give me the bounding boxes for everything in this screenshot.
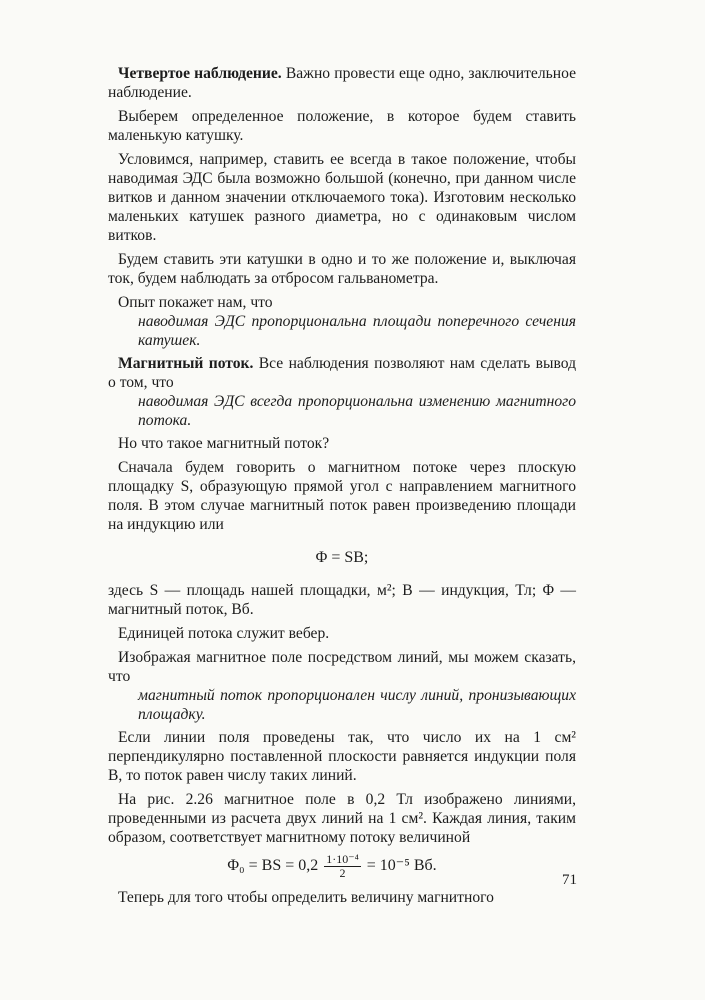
paragraph-text: Будем ставить эти катушки в одно и то же положение и, выключая ток, будем наблюдать за отбросом гальванометра. (108, 251, 576, 287)
paragraph (108, 250, 576, 288)
paragraph-text: Опыт покажет нам, что (118, 294, 273, 311)
paragraph-text: Теперь для того чтобы определить величину магнитного (118, 889, 494, 906)
paragraph (108, 624, 576, 643)
formula-fraction (324, 853, 361, 880)
italic-statement: наводимая ЭДС всегда пропорциональна изменению магнитного потока. (138, 393, 576, 429)
heading-fourth-observation: Четвертое наблюдение. (118, 65, 282, 82)
paragraph-text: На рис. 2.26 магнитное поле в 0,2 Тл изображено линиями, проведенными из расчета двух линий на 1 см². Каждая линия, таким образом, соответствует магнитному потоку величиной (108, 791, 576, 846)
paragraph-fourth-observation (108, 64, 576, 102)
paragraph-text: Единицей потока служит вебер. (118, 625, 330, 642)
formula-flux: Φ = SB; (315, 549, 369, 566)
italic-statement: магнитный поток пропорционален числу линий, пронизывающих площадку. (138, 687, 576, 723)
paragraph-text: Условимся, например, ставить ее всегда в такое положение, чтобы наводимая ЭДС была возможно большой (конечно, при данном числе витков и данном значении отключаемого тока). Изготовим несколько маленьких катушек разного диаметра, но с одинаковым числом витков. (108, 151, 576, 244)
paragraph-text: Важно провести еще одно, заключительное наблюдение. (108, 65, 576, 101)
paragraph-text: здесь S — площадь нашей площадки, м²; B — индукция, Тл; Φ — магнитный поток, Вб. (108, 582, 576, 618)
heading-magnetic-flux: Магнитный поток. (118, 355, 254, 372)
paragraph (108, 434, 576, 453)
fraction-numerator: 1·10⁻⁴ (326, 852, 359, 866)
paragraph-text: Все наблюдения позволяют нам сделать вывод о том, что (108, 355, 576, 391)
paragraph-text: Сначала будем говорить о магнитном потоке через плоскую площадку S, образующую прямой угол с направлением магнитного поля. В этом случае магнитный поток равен произведению площади на индукцию или (108, 459, 576, 533)
paragraph (108, 790, 576, 847)
paragraph-text: Если линии поля проведены так, что число их на 1 см² перпендикулярно поставленной плоскости равняется индукции поля B, то поток равен числу таких линий. (108, 729, 576, 784)
page-number: 71 (562, 872, 577, 888)
paragraph (108, 458, 576, 534)
paragraph (108, 150, 576, 245)
paragraph-magnetic-flux (108, 354, 576, 392)
paragraph (108, 107, 576, 145)
paragraph (108, 293, 576, 312)
paragraph-text: Изображая магнитное поле посредством линий, мы можем сказать, что (108, 649, 576, 685)
paragraph (108, 648, 576, 686)
formula-left: Φ₀ = BS = 0,2 (227, 857, 319, 875)
paragraph-text: Но что такое магнитный поток? (118, 435, 330, 452)
paragraph-text: Выберем определенное положение, в которое будем ставить маленькую катушку. (108, 108, 576, 144)
formula-unit-flux (98, 853, 566, 880)
paragraph (108, 888, 576, 907)
paragraph (108, 581, 576, 619)
text-column (108, 64, 576, 912)
paragraph (108, 728, 576, 785)
fraction-denominator: 2 (339, 866, 346, 880)
formula-right: = 10⁻⁵ Вб. (366, 857, 437, 875)
italic-statement: наводимая ЭДС пропорциональна площади поперечного сечения катушек. (138, 313, 576, 349)
